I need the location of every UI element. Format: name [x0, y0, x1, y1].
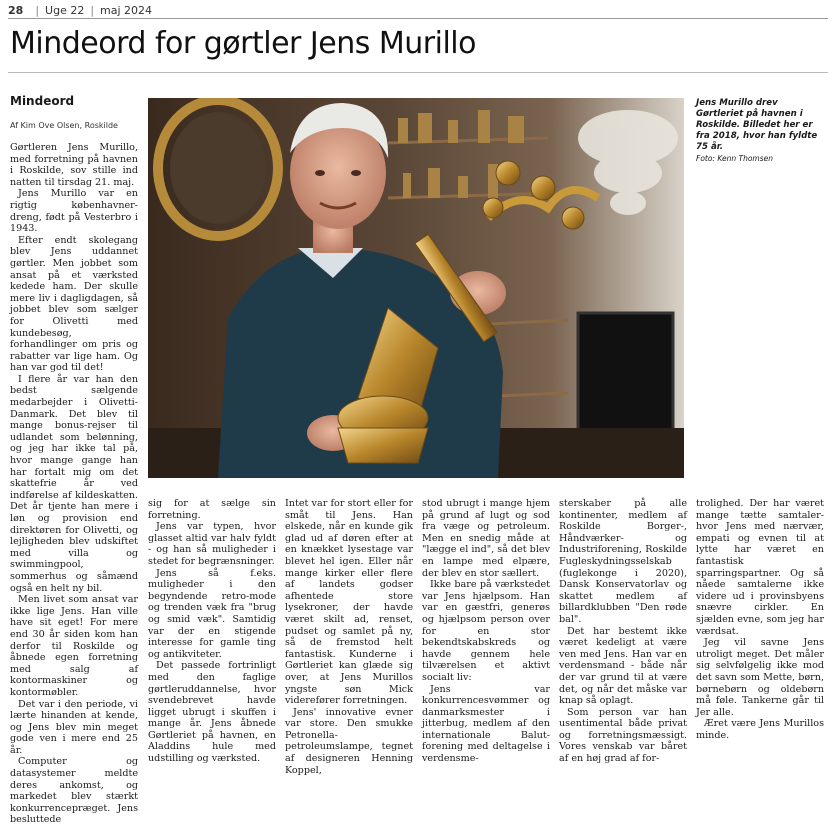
paragraph: Intet var for stort eller for småt til Jens. Han elskede, når en kunde gik glad ud af døren efter at en knækket lysestage var blevet hel igen. Eller når mange kirker eller flere af landets godser afhentede store lysekroner, der havde været skilt ad, renset, pudset og samlet på ny, så de fremstod helt fantastisk. Kunderne i Gørtleriet kan glæde sig over, at Jens Murillos yngste søn Mick viderefører forretningen.	[285, 498, 413, 707]
paragraph: Ikke bare på værkstedet var Jens hjælpsom. Han var en gæstfri, generøs og hjælpsom person over for en stor bekendtskabskreds og havde gennem hele tilværelsen et aktivt socialt liv:	[422, 579, 550, 683]
article-headline: Mindeord for gørtler Jens Murillo	[10, 26, 476, 61]
paragraph: trolighed. Der har været mange tætte samtaler- hvor Jens med nærvær, empati og evnen til at lytte har været en fantastisk sparringspartner. Og så nåede samtalerne ikke videre ud i provinsbyens snævre cirkler. En sjælden evne, som jeg har værdsat.	[696, 498, 824, 637]
top-rule	[8, 18, 828, 19]
photo-caption	[696, 98, 826, 164]
issue-week: Uge 22	[45, 3, 85, 17]
paragraph: sig for at sælge sin forretning.	[148, 498, 276, 521]
photo-credit: Foto: Kenn Thomsen	[696, 154, 774, 163]
paragraph: Jens var typen, hvor glasset altid var halv fyldt - og han så muligheder i stedet for begrænsninger.	[148, 521, 276, 567]
paragraph: Jens' innovative evner var store. Den smukke Petronella-petroleumslampe, tegnet af designeren Henning Koppel,	[285, 706, 413, 776]
article-byline: Af Kim Ove Olsen, Roskilde	[10, 121, 118, 130]
article-column-3	[285, 498, 413, 776]
paragraph: stod ubrugt i mange hjem på grund af lugt og sod fra væge og petroleum. Men en snedig måde at "lægge el ind", så det blev en lampe med elpære, der blev en stor sællert.	[422, 498, 550, 579]
section-kicker: Mindeord	[10, 94, 75, 108]
paragraph: Jens Murillo var en rigtig københavner-dreng, født på Vesterbro i 1943.	[10, 188, 138, 235]
paragraph: Det var i den periode, vi lærte hinanden at kende, og Jens blev min meget gode ven i mere end 25 år.	[10, 698, 138, 756]
photo-illustration	[148, 98, 684, 478]
paragraph: Efter endt skolegang blev Jens uddannet gørtler. Men jobbet som ansat på et værksted kedede ham. Der skulle mere liv i dagligdagen, så jobbet blev som sælger for Olivetti med kundebesøg, forhandlinger om pris og rabatter var lige ham. Og han var god til det!	[10, 234, 138, 374]
page-number: 28	[8, 3, 24, 17]
paragraph: Jens så f.eks. muligheder i den begyndende retro-mode og trenden væk fra "brug og smid væk". Samtidig var der en stigende interesse for gamle ting og antikviteter.	[148, 567, 276, 660]
paragraph: Det har bestemt ikke været kedeligt at være ven med Jens. Han var en verdensmand - både når der var grund til at være det, og når det måske var knap så oplagt.	[559, 625, 687, 707]
paragraph: Jens var konkurrencesvømmer og danmarksmester i jitterbug, medlem af den internationale Balut-forening med deltagelse i verdensme-	[422, 683, 550, 765]
paragraph: Det passede fortrinligt med den faglige gørtleruddannelse, hvor svendebrevet havde ligget ubrugt i skuffen i mange år. Jens åbnede Gørtleriet på havnen, en Aladdins hule med udstilling og værksted.	[148, 660, 276, 765]
paragraph: Men livet som ansat var ikke lige Jens. Han ville have sit eget! For mere end 30 år siden kom han derfor til Roskilde og åbnede egen forretning med salg af kontormaskiner og kontormøbler.	[10, 594, 138, 698]
paragraph: Som person var han usentimental både privat og forretningsmæssigt. Vores venskab var båret af en høj grad af for-	[559, 706, 687, 765]
article-column-5	[559, 498, 687, 765]
paragraph: sterskaber på alle kontinenter, medlem af Roskilde Borger-, Håndværker- og Industriforening, Roskilde Fugleskydningsselskab (fuglekonge i 2020), Dansk Konservatorlav og skattet medlem af billardklubben "Den røde bal".	[559, 498, 687, 625]
headline-rule	[8, 72, 828, 73]
paragraph: I flere år var han den bedst sælgende medarbejder i Olivetti-Danmark. Det blev til mange bonus-rejser til udlandet som belønning, og jeg har ikke tal på, hvor mange gange han har fortalt mig om det skattefrie år ved indførelse af kildeskatten. Det år tjente han mere i løn og provision end direktøren for Olivetti, og lejligheden blev udskiftet med villa og swimmingpool, sommerhus og såmænd også en helt ny bil.	[10, 373, 138, 594]
paragraph: Æret være Jens Murillos minde.	[696, 718, 824, 741]
folio-divider: |	[90, 3, 95, 17]
page-folio	[8, 2, 152, 18]
article-photo	[148, 98, 684, 478]
caption-text: Jens Murillo drev Gørtleriet på havnen i Roskilde. Billedet her er fra 2018, hvor han fyldte 75 år.	[696, 98, 818, 152]
folio-divider: |	[35, 3, 40, 17]
article-column-2	[148, 498, 276, 765]
paragraph: Jeg vil savne Jens utroligt meget. Det måler sig selvfølgelig ikke mod det savn som Mette, børn, børnebørn og oldebørn må føle. Tankerne går til Jer alle.	[696, 637, 824, 718]
issue-month: maj 2024	[100, 3, 153, 17]
paragraph: Computer og datasystemer meldte deres ankomst, og markedet blev stærkt konkurrencepræget. Jens besluttede	[10, 756, 138, 826]
article-column-4	[422, 498, 550, 765]
article-column-6	[696, 498, 824, 741]
article-column-1	[10, 142, 138, 826]
paragraph: Gørtleren Jens Murillo, med forretning på havnen i Roskilde, sov stille ind natten til tirsdag 21. maj.	[10, 142, 138, 188]
